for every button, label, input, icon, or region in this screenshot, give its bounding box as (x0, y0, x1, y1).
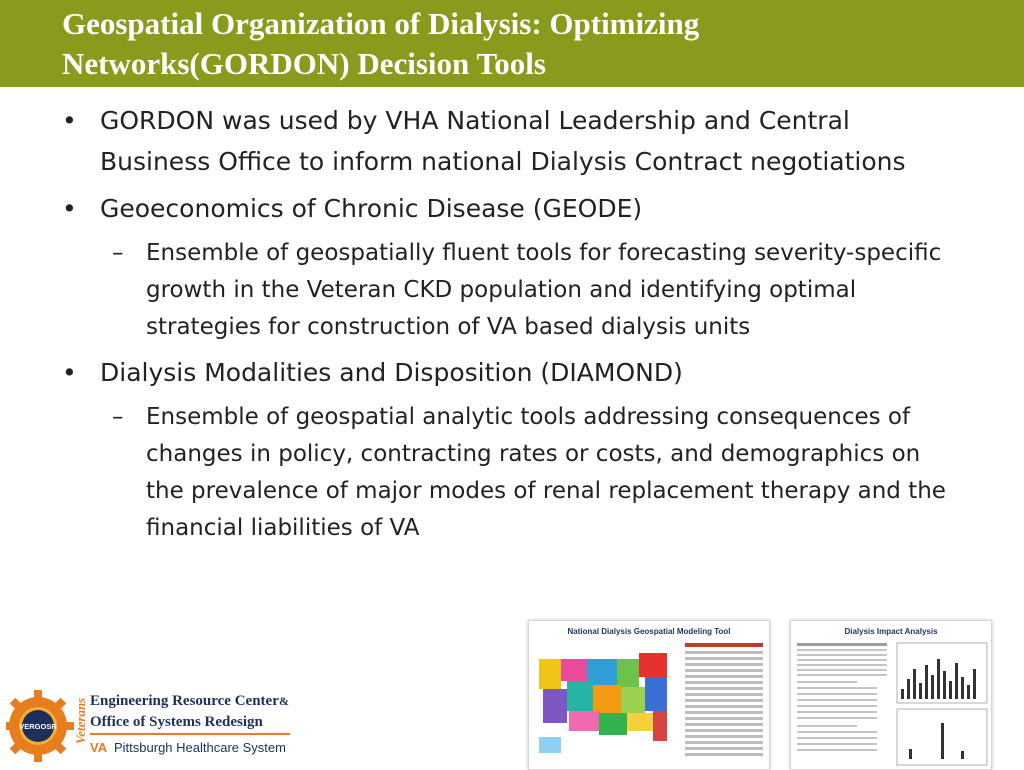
logo-ampersand: & (279, 694, 289, 708)
sub-bullet-text: Ensemble of geospatially fluent tools for forecasting severity-specific growth in the Veteran CKD population and identifying optimal strategies for construction of VA based dialysis units (146, 240, 942, 340)
logo-line-2: Office of Systems Redesign (90, 714, 263, 730)
impact-analysis-graphic (791, 639, 991, 769)
sub-bullet-diamond (102, 399, 962, 547)
logo-system: Pittsburgh Healthcare System (114, 740, 286, 755)
bullet-list (62, 100, 962, 553)
slide-title (62, 4, 1012, 84)
logo-vertical-text: Veterans (73, 697, 88, 744)
dash-glyph: – (112, 240, 124, 266)
bullet-text: Dialysis Modalities and Disposition (DIAMOND) (100, 358, 683, 387)
dash-glyph: – (112, 404, 124, 430)
logo-line-1: Engineering Resource Center (90, 693, 279, 709)
bullet-glyph: • (62, 358, 77, 387)
us-map-graphic (529, 639, 769, 769)
sub-bullet-text: Ensemble of geospatial analytic tools addressing consequences of changes in policy, contracting rates or costs, and demographics on the prevalence of major modes of renal replacement therapy and the financial liabilities of VA (146, 404, 946, 541)
map-tool-thumbnail (528, 620, 770, 770)
bullet-text: Geoeconomics of Chronic Disease (GEODE) (100, 194, 643, 223)
title-bar (0, 0, 1024, 87)
bullet-diamond (62, 352, 962, 393)
bullet-glyph: • (62, 194, 77, 223)
erc-logo (6, 688, 296, 766)
bullet-glyph: • (62, 106, 77, 135)
logo-badge-text: VERGOSR (19, 722, 57, 731)
bullet-geode (62, 188, 962, 229)
logo-va: VA (90, 740, 108, 755)
sub-bullet-geode (102, 235, 962, 346)
bullet-gordon (62, 100, 962, 182)
map-thumbnail-title: National Dialysis Geospatial Modeling Tool (567, 627, 731, 636)
title-line-1: Geospatial Organization of Dialysis: Optimizing (62, 6, 700, 41)
logo-divider (90, 733, 290, 735)
gear-icon (6, 690, 74, 762)
impact-analysis-thumbnail (790, 620, 992, 770)
bullet-text: GORDON was used by VHA National Leadership and Central Business Office to inform national Dialysis Contract negotiations (100, 106, 906, 176)
impact-thumbnail-title: Dialysis Impact Analysis (844, 627, 938, 636)
title-line-2: Networks(GORDON) Decision Tools (62, 46, 546, 81)
